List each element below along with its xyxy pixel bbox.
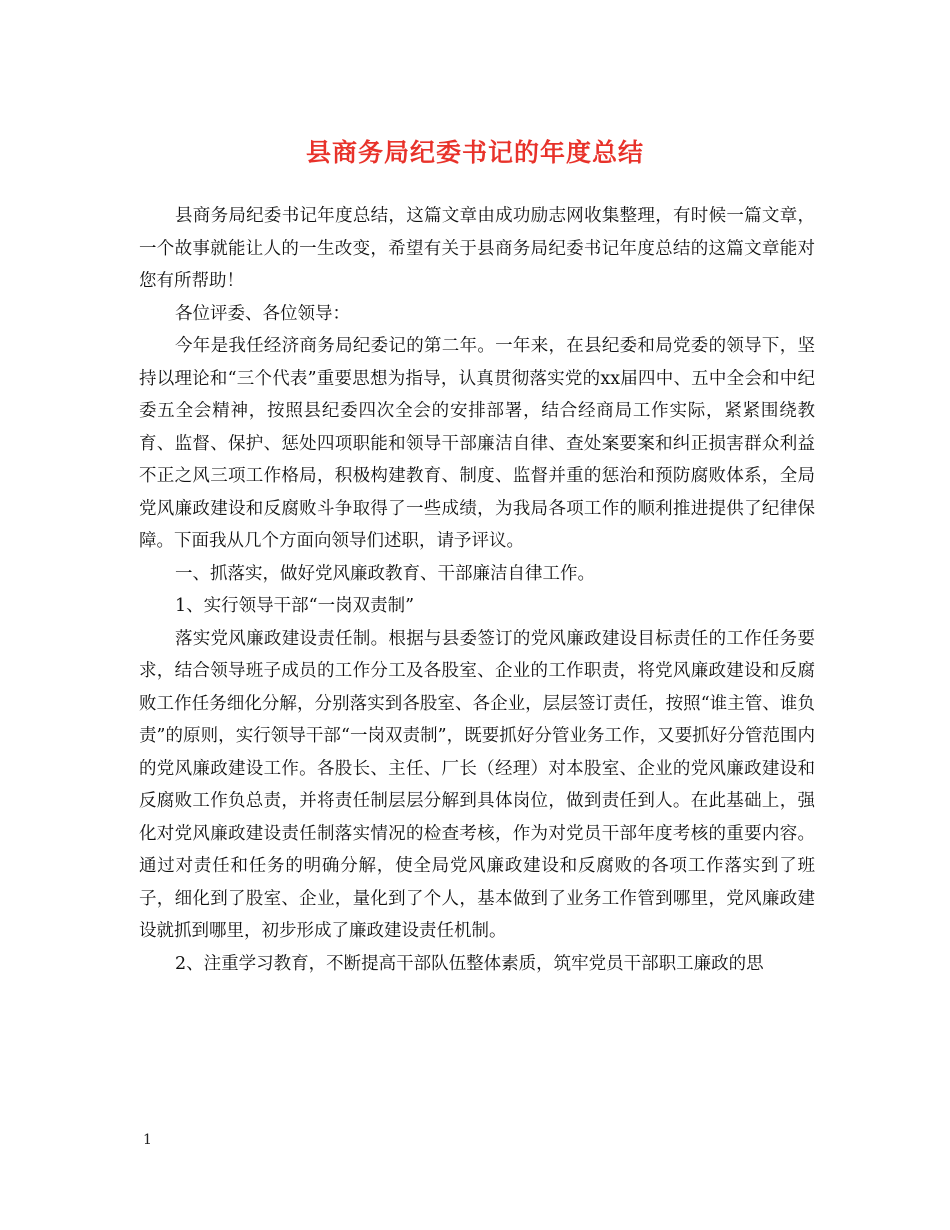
- section-heading-one: 一、抓落实，做好党风廉政教育、干部廉洁自律工作。: [175, 563, 595, 584]
- paragraph-salutation: 各位评委、各位领导：: [175, 303, 350, 324]
- paragraph-intro: 县商务局纪委书记年度总结，这篇文章由成功励志网收集整理，有时候一篇文章，一个故事就能让人的一生改变，希望有关于县商务局纪委书记年度总结的这篇文章能对您有所帮助！: [139, 206, 815, 291]
- document-title: 县商务局纪委书记的年度总结: [305, 138, 644, 167]
- document-body: [139, 200, 815, 980]
- subsection-heading-2: 2、注重学习教育，不断提高干部队伍整体素质，筑牢党员干部职工廉政的思: [175, 953, 764, 974]
- subsection-heading-1: 1、实行领导干部“一岗双责制”: [175, 596, 415, 616]
- page-number: 1: [143, 1132, 152, 1148]
- paragraph-responsibility: 落实党风廉政建设责任制。根据与县委签订的党风廉政建设目标责任的工作任务要求，结合领导班子成员的工作分工及各股室、企业的工作职责，将党风廉政建设和反腐败工作任务细化分解，分别落实到各股室、各企业，层层签订责任，按照“谁主管、谁负责”的原则，实行领导干部“一岗双责制”，既要抓好分管业务工作，又要抓好分管范围内的党风廉政建设工作。各股长、主任、厂长（经理）对本股室、企业的党风廉政建设和反腐败工作负总责，并将责任制层层分解到具体岗位，做到责任到人。在此基础上，强化对党风廉政建设责任制落实情况的检查考核，作为对党员干部年度考核的重要内容。通过对责任和任务的明确分解，使全局党风廉政建设和反腐败的各项工作落实到了班子，细化到了股室、企业，量化到了个人，基本做到了业务工作管到哪里，党风廉政建设就抓到哪里，初步形成了廉政建设责任机制。: [139, 628, 815, 941]
- paragraph-overview: 今年是我任经济商务局纪委记的第二年。一年来，在县纪委和局党委的领导下，坚持以理论和“三个代表”重要思想为指导，认真贯彻落实党的xx届四中、五中全会和中纪委五全会精神，按照县纪委四次全会的安排部署，结合经商局工作实际，紧紧围绕教育、监督、保护、惩处四项职能和领导干部廉洁自律、查处案要案和纠正损害群众利益不正之风三项工作格局，积极构建教育、制度、监督并重的惩治和预防腐败体系，全局党风廉政建设和反腐败斗争取得了一些成绩，为我局各项工作的顺利推进提供了纪律保障。下面我从几个方面向领导们述职，请予评议。: [139, 336, 815, 551]
